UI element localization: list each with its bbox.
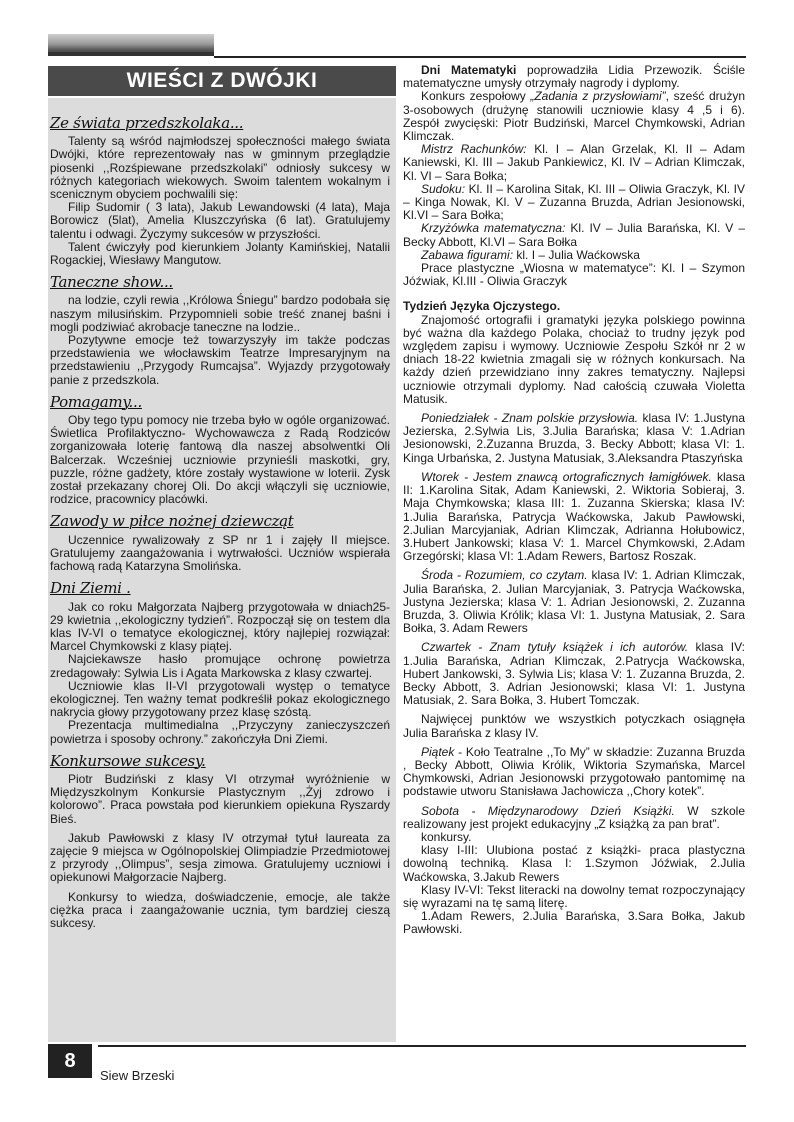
math-item-label: Mistrz Rachunków: <box>421 142 527 157</box>
saturday-item <box>403 805 745 831</box>
paragraph: Konkursy to wiedza, doświadczenie, emocje, ale także ciężka praca i zaangażowanie ucznia, tym bardziej cieszą sukcesy. <box>50 889 390 930</box>
math-item-label: Sudoku: <box>421 181 466 196</box>
paragraph: Jakub Pawłowski z klasy IV otrzymał tytuł laureata za zajęcie 9 miejsca w Ogólnopolskiej Olimpiadzie Przedmiotowej z przyrody ,,Olimpus”, sesja zimowa. Gratulujemy uczniowi i opiekunowi Małgorzacie Najberg. <box>50 830 390 885</box>
day-item <box>403 641 745 707</box>
paragraph: Uczniowie klas II-VI przygotowali występ o tematyce ekologicznej. Ten ważny temat podkreślił pokaz ekologicznego nakrycia głowy przygotowany przez klasę szóstą. <box>50 678 390 720</box>
paragraph: Talenty są wśród najmłodszej społeczności małego świata Dwójki, które reprezentowały nas w gminnym przeglądzie piosenki ,,Rozśpiewane przedszkolaki” odniosły sukcesy w różnych kategoriach wiekowych. Swoim talentem wokalnym i scenicznym obyciem pochwalili się: <box>50 134 390 202</box>
math-team <box>403 90 745 143</box>
heading-przedszkolaka: Ze świata przedszkolaka... <box>50 114 244 132</box>
paragraph: Talent ćwiczyły pod kierunkiem Jolanty Kamińskiej, Natalii Rogackiej, Wiesławy Mangutow. <box>50 239 390 268</box>
paragraph: na lodzie, czyli rewia ,,Królowa Śniegu” bardzo podobała się naszym milusińskim. Przypomnieli sobie treść znanej baśni i mogli podziwiać akrobacje taneczne na lodzie.. <box>50 293 390 334</box>
heading-taneczne: Taneczne show... <box>50 273 173 292</box>
paragraph: Najciekawsze hasło promujące ochronę powietrza zredagowały: Sylwia Lis i Agata Markowska z klasy czwartej. <box>50 652 390 680</box>
paragraph: Filip Sudomir ( 3 lata), Jakub Lewandowski (4 lata), Maja Borowicz (5lat), Amelia Kluszczyńska (6 lat). Gratulujemy talentu i odwagi. Życzymy sukcesów w przyszłości. <box>50 200 390 241</box>
day-label: Poniedziałek - Znam polskie przysłowia. <box>421 411 639 426</box>
math-item <box>403 222 745 248</box>
friday-item <box>403 746 745 799</box>
day-text: W szkole realizowany jest projekt edukacyjny „Z książką za pan brat”. <box>403 803 745 831</box>
paragraph: Uczennice rywalizowały z SP nr 1 i zajęły II miejsce. Gratulujemy zaangażowania i wytrwałości. Uczniów wspierała fachową radą Katarzyna Smolińska. <box>50 532 390 574</box>
kl46-results: 1.Adam Rewers, 2.Julia Barańska, 3.Sara Bołka, Jakub Pawłowski. <box>403 909 745 937</box>
day-label: Piątek <box>421 744 455 759</box>
paragraph: Prezentacja multimedialna ,,Przyczyny zanieczyszczeń powietrza i sposoby ochrony.” zakończyła Dni Ziemi. <box>50 718 390 746</box>
day-label: Czwartek - Znam tytuły książek i ich autorów. <box>421 640 689 655</box>
math-item-text: Kl. I – Alan Grzelak, Kl. II – Adam Kaniewski, Kl. III – Jakub Pankiewicz, Kl. IV – Adrian Klimczak, Kl. VI – Sara Bołka; <box>403 142 745 183</box>
math-team-title: „Zadania z przysłowiami” <box>530 89 666 104</box>
day-text: klasa IV: 1.Julia Barańska, Adrian Klimczak, 2.Patrycja Waćkowska, Hubert Jankowski, 3. Sylwia Lis; klasa V: 1. Zuzanna Bruzda, 2. Becky Abbott, 3. Adrian Jesionowski; klasa VI: 1. Justyna Matusiak, 2. Sara Bołka, 3. Hubert Tomczak. <box>403 640 745 708</box>
day-text: klasa IV: 1.Justyna Jezierska, 2.Sylwia Lis, 3.Julia Barańska; klasa V: 1.Adrian Jesionowski, 2.Zuzanna Bruzda, 3. Becky Abbott; klasa VI: 1. Kinga Urbańska, 2. Justyna Matusiak, 3.Aleksandra Ptaszyńska <box>403 411 745 465</box>
math-item-text: kl. I – Julia Waćkowska <box>513 247 640 262</box>
heading-dni-ziemi: Dni Ziemi . <box>50 579 131 598</box>
math-item <box>403 143 745 183</box>
kl13: klasy I-III: Ulubiona postać z książki- praca plastyczna dowolną techniką. Klasa I: 1.Szymon Jóźwiak, 2.Julia Waćkowska, 3.Jakub Rewers <box>403 843 745 884</box>
math-item-label: Krzyżówka matematyczna: <box>421 221 566 236</box>
heading-konkursowe: Konkursowe sukcesy. <box>50 751 206 770</box>
publication-name: Siew Brzeski <box>100 1068 175 1083</box>
math-intro-text: poprowadziła Lidia Przewozik. Ściśle matematyczne umysły otrzymały nagrody i dyplomy. <box>403 63 745 91</box>
lang-title: Tydzień Języka Ojczystego. <box>403 299 561 314</box>
day-item <box>403 412 745 465</box>
paragraph: Pozytywne emocje też towarzyszyły im także podczas przedstawienia we włocławskim Teatrze Impresaryjnym na przedstawieniu ,,Przygody Rumcajsa”. Wyjazdy przygotowały panie z przedszkola. <box>50 333 390 387</box>
day-text: - Koło Teatralne ,,To My” w składzie: Zuzanna Bruzda , Becky Abbott, Oliwia Królik, Wiktoria Szymańska, Marcel Chymkowski, Adrian Jesionowski przygotowało pantomimę na podstawie utworu Stanisława Jachowicza ,,Chory kotek”. <box>403 744 745 799</box>
day-text: klasa IV: 1. Adrian Klimczak, Julia Barańska, 2. Julian Marcyjaniak, 3. Patrycja Waćkowska, Justyna Jezierska; klasa V: 1. Adrian Jesionowski, 2. Zuzanna Bruzda, 3. Oliwia Królik; klasa VI: 1. Justyna Matusiak, 2. Sara Bołka, 3. Adam Rewers <box>403 568 745 636</box>
left-column <box>48 98 396 1042</box>
math-item <box>403 183 745 223</box>
math-intro <box>403 64 745 90</box>
kl46: Klasy IV-VI: Tekst literacki na dowolny temat rozpoczynający się wyrazami na tę samą literę. <box>403 882 745 910</box>
math-item-text: Kl. II – Karolina Sitak, Kl. III – Oliwia Graczyk, Kl. IV – Kinga Nowak, Kl. V – Zuzanna Bruzda, Adrian Jesionowski, Kl.VI – Sara Bołka; <box>403 181 745 223</box>
day-label: Wtorek - Jestem znawcą ortograficznych łamigłówek. <box>421 469 712 484</box>
math-item-label: Zabawa figurami: <box>421 247 514 262</box>
math-art: Prace plastyczne „Wiosna w matematyce”: Kl. I – Szymon Jóźwiak, Kl.III - Oliwia Graczyk <box>403 261 745 289</box>
math-title: Dni Matematyki <box>421 63 517 77</box>
paragraph: Oby tego typu pomocy nie trzeba było w ogóle organizować. Świetlica Profilaktyczno- Wychowawcza z Radą Rodziców zorganizowała loterię fantową dla naszej absolwentki Oli Balcerzak. Wcześniej uczniowie przynieśli maskotki, gry, puzzle, różne gadżety, które zostały wystawione w loterii. Zysk został przekazany chorej Oli. Do akcji włączyli się uczniowie, rodzice, pracownicy placówki. <box>50 413 390 507</box>
right-column <box>403 64 745 937</box>
day-label: Sobota - Międzynarodowy Dzień Książki. <box>421 803 675 818</box>
math-team-lead: Konkurs zespołowy <box>421 89 531 104</box>
paragraph: Jak co roku Małgorzata Najberg przygotowała w dniach25- 29 kwietnia ,,ekologiczny tydzień”. Rozpoczął się on testem dla klas IV-VI o tematyce ekologicznej, który najlepiej rozwiązał: Marcel Chymkowski z klasy piątej. <box>50 599 390 654</box>
day-label: Środa - Rozumiem, co czytam. <box>421 568 588 583</box>
top-rule <box>214 56 746 58</box>
section-title: WIEŚCI Z DWÓJKI <box>48 66 396 96</box>
day-item <box>403 569 745 635</box>
day-text: klasa II: 1.Karolina Sitak, Adam Kaniewski, 2. Wiktoria Sobieraj, 3. Maja Chymkowska; klasa III: 1. Zuzanna Skierska; klasa IV: 1.Julia Barańska, Patrycja Waćkowska, Jakub Pawłowski, 2.Julian Marcyjaniak, Adrian Klimczak, Adrianna Hołubowicz, 3.Hubert Jankowski; klasa V: 1. Marcel Chymkowski, 2.Adam Grzegórski; klasa VI: 1.Adam Rewers, Bartosz Roszak. <box>403 469 745 564</box>
lang-intro: Znajomość ortografii i gramatyki języka polskiego powinna być ważna dla każdego Polaka, chociaż to trudny język pod względem zapisu i wymowy. Uczniowie Zespołu Szkół nr 2 w dniach 18-22 kwietnia zmagali się w różnych konkursach. Na każdy dzień przewidziano inny zakres tematyczny. Najlepsi uczniowie otrzymali dyplomy. Nad całością czuwała Violetta Matusik. <box>403 312 745 406</box>
photo-strip <box>48 52 214 56</box>
bottom-rule <box>98 1045 746 1047</box>
paragraph: Piotr Budziński z klasy VI otrzymał wyróżnienie w Międzyszkolnym Konkursie Plastycznym ,,Żyj zdrowo i kolorowo”. Praca powstała pod kierunkiem opiekuna Ryszardy Bieś. <box>50 771 390 826</box>
heading-zawody: Zawody w piłce nożnej dziewcząt <box>50 512 294 531</box>
heading-pomagamy: Pomagamy... <box>50 392 142 411</box>
math-team-rest: , sześć drużyn 3-osobowych (drużynę stanowili uczniowie klasy 4 ,5 i 6). Zespół zwycięski: Piotr Budziński, Marcel Chymkowski, Adrian Klimczak. <box>403 89 745 144</box>
konkursy: konkursy. <box>421 829 472 844</box>
day-item <box>403 471 745 563</box>
most-points: Najwięcej punktów we wszystkich potyczkach osiągnęła Julia Barańska z klasy IV. <box>403 712 745 740</box>
page-number: 8 <box>48 1044 92 1078</box>
math-item-text: Kl. IV – Julia Barańska, Kl. V – Becky Abbott, Kl.VI – Sara Bołka <box>403 221 745 249</box>
